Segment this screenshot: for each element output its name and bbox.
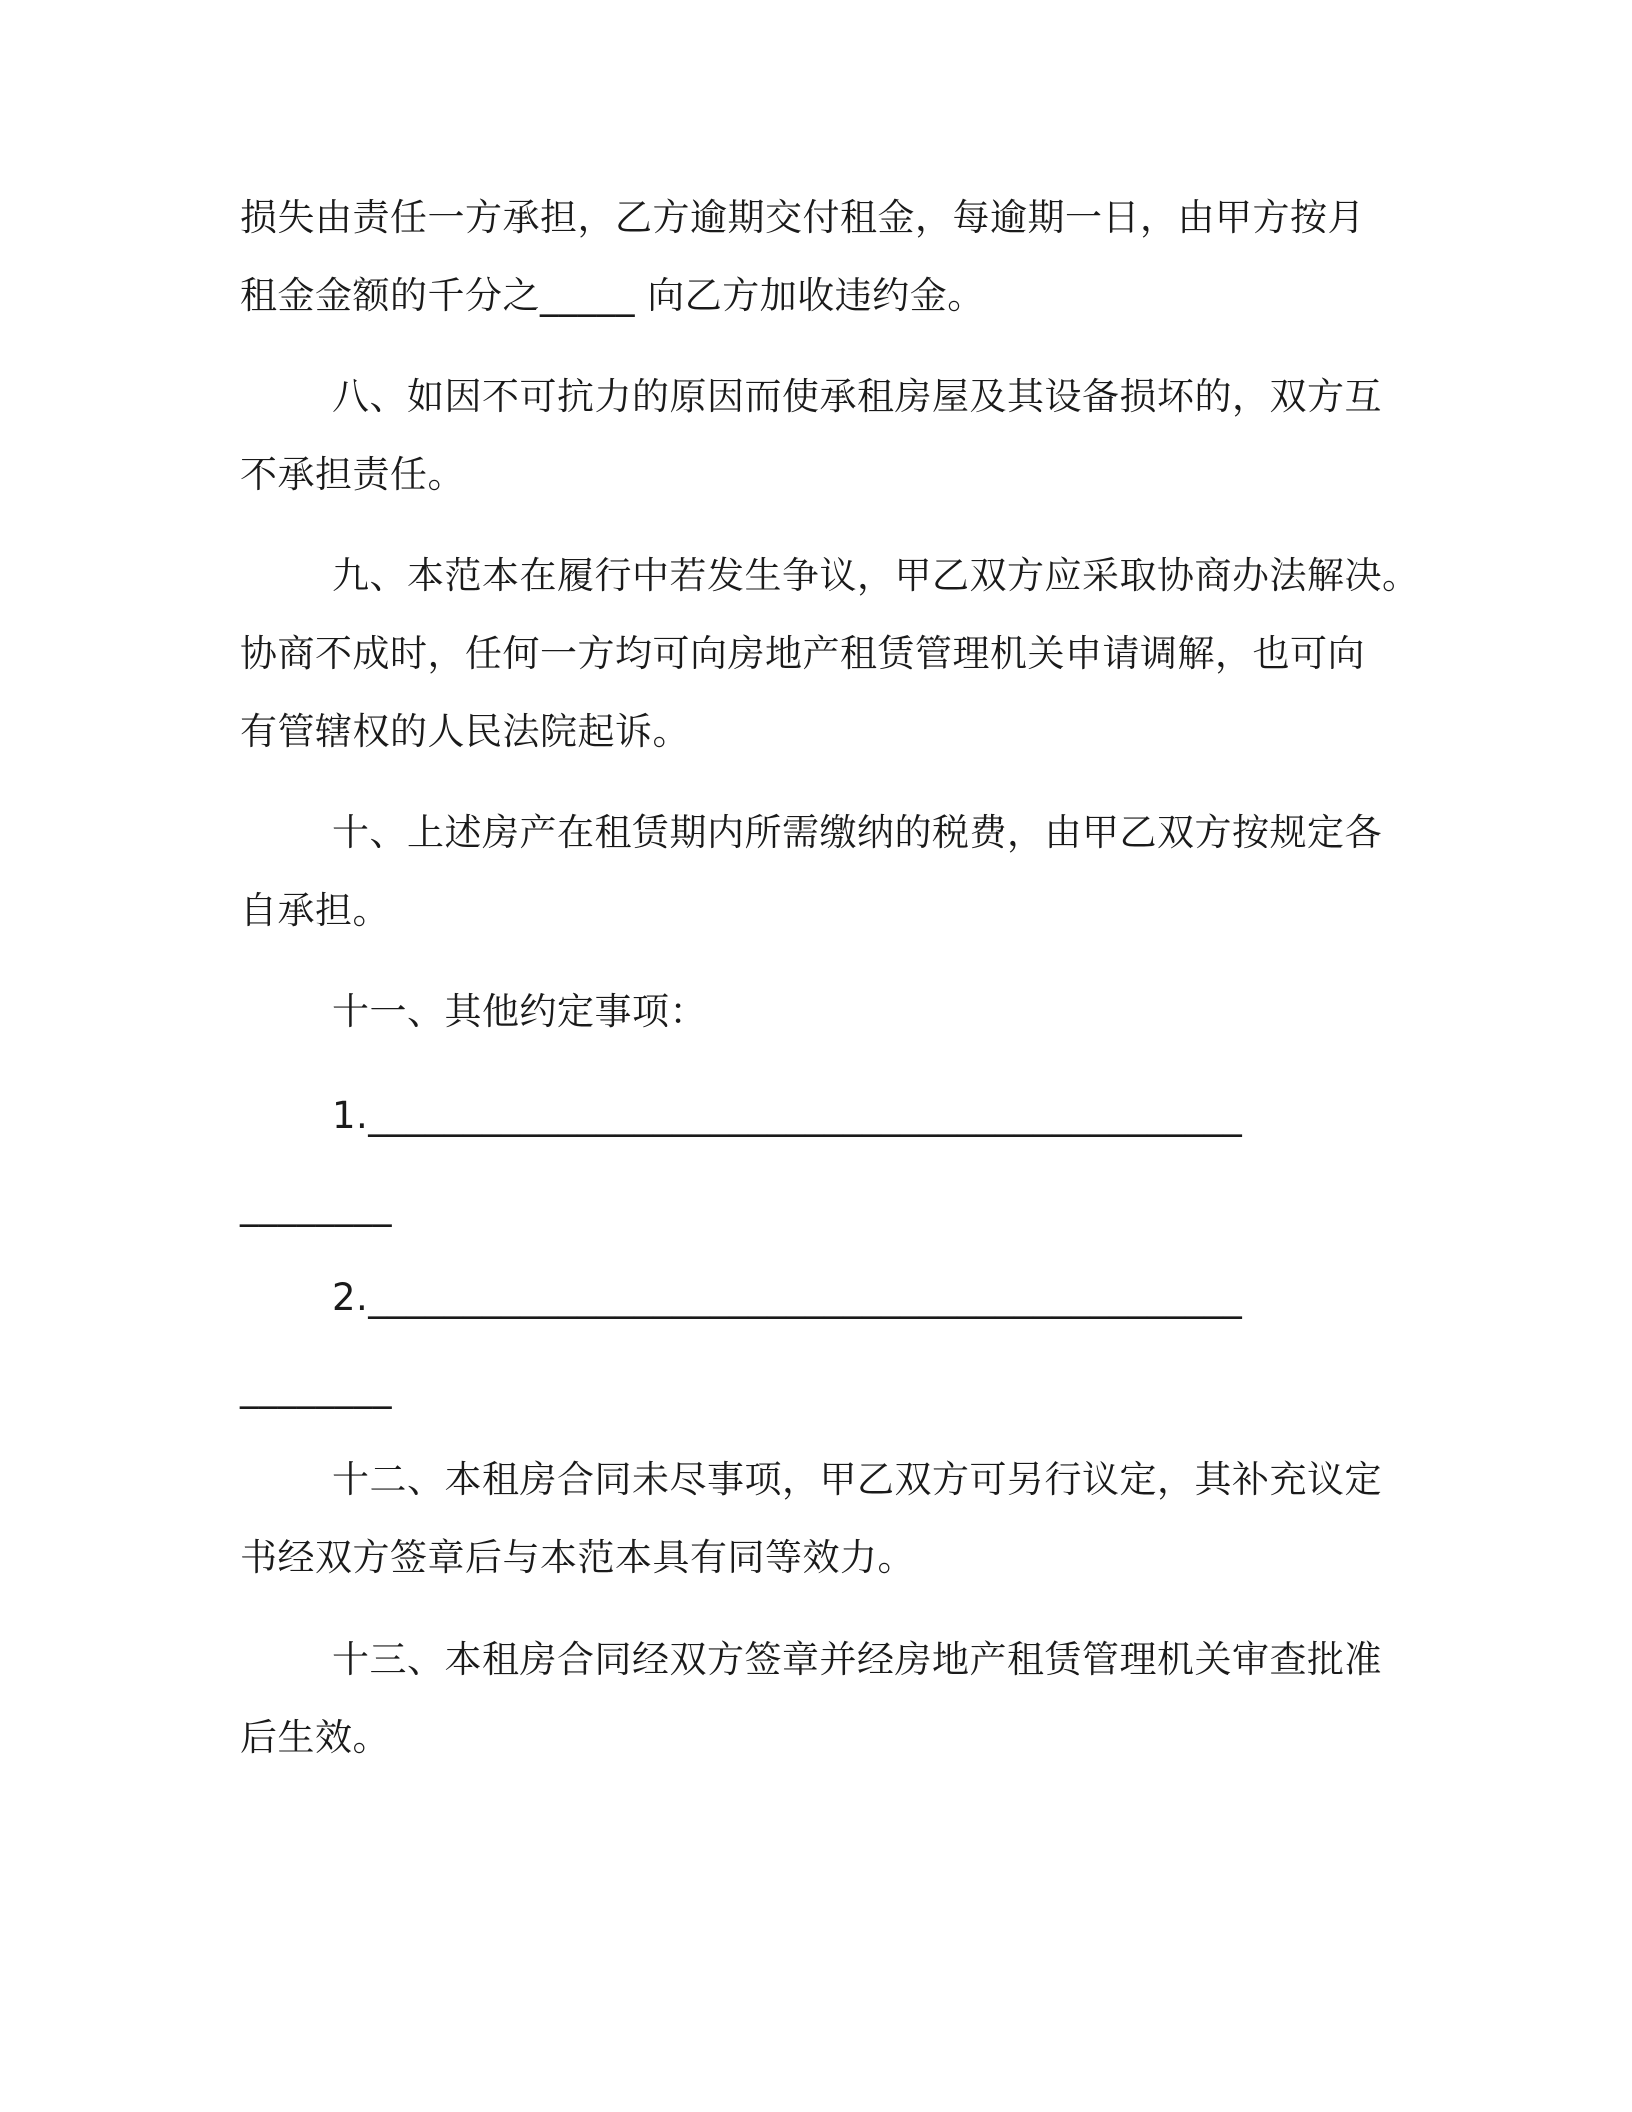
blank-item-1-continued: ________ (240, 1184, 392, 1227)
text-line: 租金金额的千分之_____ 向乙方加收违约金。 (240, 274, 985, 317)
text-line: 不承担责任。 (240, 453, 465, 496)
clause-10-line: 十、上述房产在租赁期内所需缴纳的税费，由甲乙双方按规定各 (332, 811, 1382, 854)
blank-item-1: 1.______________________________________________ (332, 1094, 1243, 1137)
blank-item-2: 2.______________________________________________ (332, 1276, 1243, 1319)
text-line: 有管辖权的人民法院起诉。 (240, 710, 690, 753)
clause-13-line: 十三、本租房合同经双方签章并经房地产租赁管理机关审查批准 (332, 1638, 1382, 1681)
clause-8-line: 八、如因不可抗力的原因而使承租房屋及其设备损坏的，双方互 (332, 375, 1382, 418)
clause-12-line: 十二、本租房合同未尽事项，甲乙双方可另行议定，其补充议定 (332, 1458, 1382, 1501)
text-line: 协商不成时，任何一方均可向房地产租赁管理机关申请调解，也可向 (240, 632, 1365, 675)
blank-item-2-continued: ________ (240, 1366, 392, 1409)
text-line: 损失由责任一方承担，乙方逾期交付租金，每逾期一日，由甲方按月 (240, 196, 1365, 239)
text-line: 后生效。 (240, 1716, 390, 1759)
clause-11-line: 十一、其他约定事项： (332, 990, 707, 1033)
clause-9-line: 九、本范本在履行中若发生争议，甲乙双方应采取协商办法解决。 (332, 554, 1420, 597)
text-line: 书经双方签章后与本范本具有同等效力。 (240, 1536, 915, 1579)
text-line: 自承担。 (240, 889, 390, 932)
